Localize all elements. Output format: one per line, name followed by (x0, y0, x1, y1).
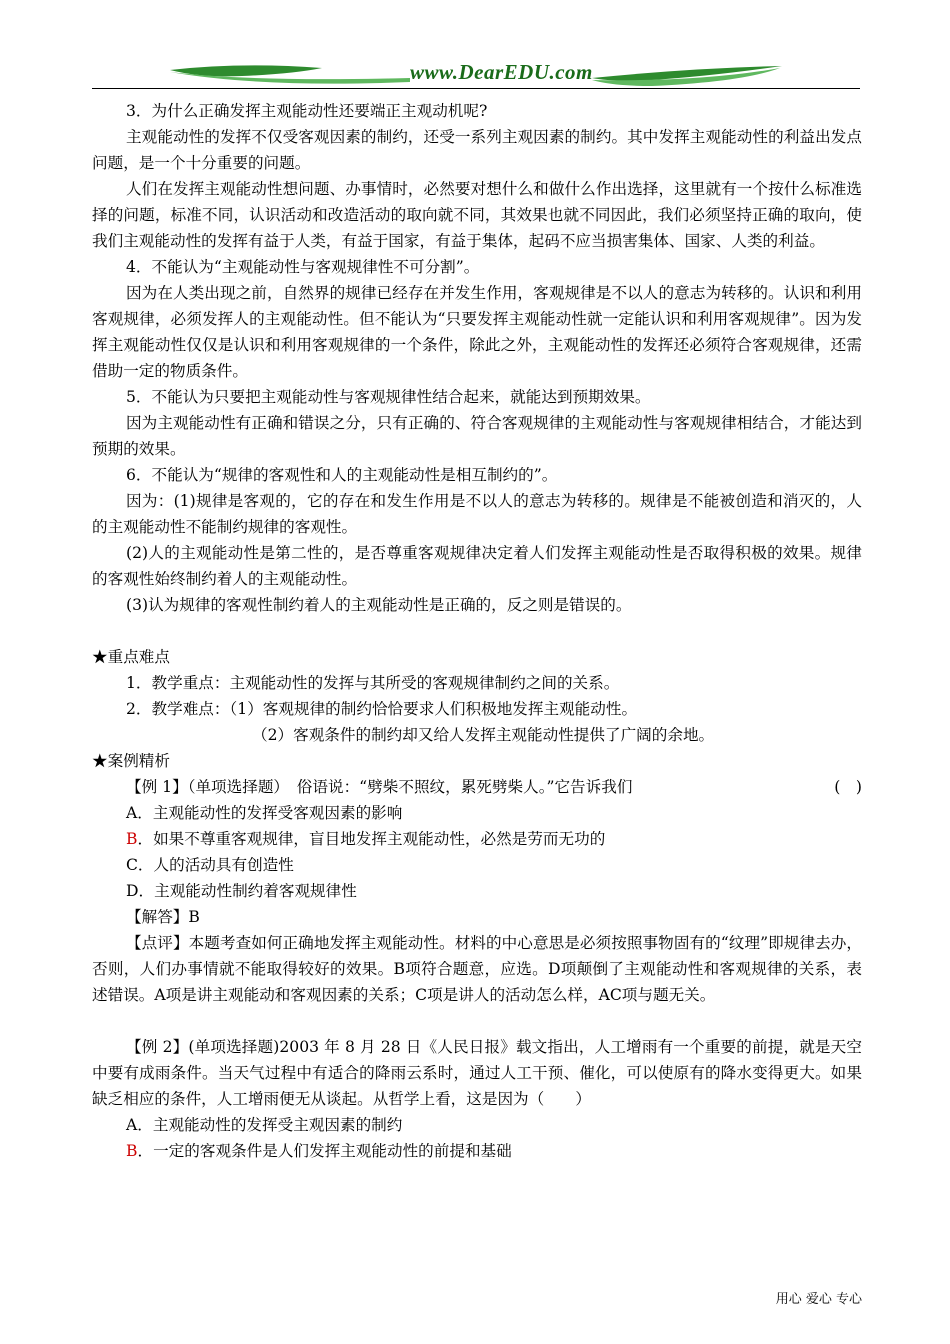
q6-title: 6．不能认为“规律的客观性和人的主观能动性是相互制约的”。 (126, 466, 558, 484)
option-b-letter: B (126, 1142, 138, 1160)
option-b-letter: B (126, 830, 138, 848)
q6-paragraph-3: (3)认为规律的客观性制约着人的主观能动性是正确的，反之则是错误的。 (126, 596, 632, 614)
example-2-option-b (92, 1138, 862, 1164)
example-1-question (92, 774, 862, 800)
key-point-1: 1．教学重点：主观能动性的发挥与其所受的客观规律制约之间的关系。 (126, 674, 620, 692)
spacer (92, 618, 862, 644)
site-logo[interactable]: www.DearEDU.com (410, 60, 593, 84)
q3-paragraph-2: 人们在发挥主观能动性想问题、办事情时，必然要对想什么和做什么作出选择，这里就有一个按什么标准选择的问题，标准不同，认识活动和改造活动的取向就不同，其效果也就不同因此，我们必须坚持正确的取向，使我们主观能动性的发挥有益于人类，有益于国家，有益于集体，起码不应当损害集体、国家、人类的利益。 (92, 180, 862, 250)
page-footer: 用心 爱心 专心 (775, 1292, 862, 1307)
example-1-option-d: D．主观能动性制约着客观规律性 (126, 882, 357, 900)
key-point-3: （2）客观条件的制约却又给人发挥主观能动性提供了广阔的余地。 (252, 726, 715, 744)
q3-title: 3．为什么正确发挥主观能动性还要端正主观动机呢? (126, 102, 488, 120)
example-1-option-c: C．人的活动具有创造性 (126, 856, 294, 874)
q3-paragraph-1: 主观能动性的发挥不仅受客观因素的制约，还受一系列主观因素的制约。其中发挥主观能动性的利益出发点问题，是一个十分重要的问题。 (92, 128, 862, 172)
example-1-option-b (92, 826, 862, 852)
example-1-answer: 【解答】B (126, 908, 200, 926)
header-divider (92, 88, 860, 89)
q4-paragraph-1: 因为在人类出现之前，自然界的规律已经存在并发生作用，客观规律是不以人的意志为转移的。认识和利用客观规律，必须发挥人的主观能动性。但不能认为“只要发挥主观能动性就一定能认识和利用客观规律”。因为发挥主观能动性仅仅是认识和利用客观规律的一个条件，除此之外，主观能动性的发挥还必须符合客观规律，还需借助一定的物质条件。 (92, 284, 862, 380)
q6-paragraph-1: 因为：(1)规律是客观的，它的存在和发生作用是不以人的意志为转移的。规律是不能被创造和消灭的，人的主观能动性不能制约规律的客观性。 (92, 492, 862, 536)
option-b-text: ．如果不尊重客观规律，盲目地发挥主观能动性，必然是劳而无功的 (137, 830, 606, 848)
q6-paragraph-2: (2)人的主观能动性是第二性的，是否尊重客观规律决定着人们发挥主观能动性是否取得积极的效果。规律的客观性始终制约着人的主观能动性。 (92, 544, 862, 588)
example-2-question: 【例 2】(单项选择题)2003 年 8 月 28 日《人民日报》载文指出，人工增雨有一个重要的前提，就是天空中要有成雨条件。当天气过程中有适合的降雨云系时，通过人工干预、催化，可以使原有的降水变得更大。如果缺乏相应的条件，人工增雨便无从谈起。从哲学上看，这是因为（ ） (92, 1038, 862, 1108)
site-header (92, 58, 860, 92)
q5-title: 5．不能认为只要把主观能动性与客观规律性结合起来，就能达到预期效果。 (126, 388, 651, 406)
example-1-option-a: A．主观能动性的发挥受客观因素的影响 (126, 804, 403, 822)
q4-title: 4．不能认为“主观能动性与客观规律性不可分割”。 (126, 258, 480, 276)
key-points-heading: ★重点难点 (92, 648, 170, 666)
option-b-text: ．一定的客观条件是人们发挥主观能动性的前提和基础 (137, 1142, 512, 1160)
q5-paragraph-1: 因为主观能动性有正确和错误之分，只有正确的、符合客观规律的主观能动性与客观规律相结合，才能达到预期的效果。 (92, 414, 862, 458)
case-analysis-heading: ★案例精析 (92, 752, 170, 770)
example-1-stem: 【例 1】（单项选择题） 俗语说：“劈柴不照纹，累死劈柴人。”它告诉我们 (126, 778, 633, 796)
document-body (92, 98, 862, 1164)
example-1-comment: 【点评】本题考查如何正确地发挥主观能动性。材料的中心意思是必须按照事物固有的“纹理”即规律去办，否则，人们办事情就不能取得较好的效果。B项符合题意，应选。D项颠倒了主观能动性和客观规律的关系，表述错误。A项是讲主观能动和客观因素的关系；C项是讲人的活动怎么样，AC项与题无关。 (92, 934, 862, 1004)
key-point-2: 2．教学难点：（1）客观规律的制约恰恰要求人们积极地发挥主观能动性。 (126, 700, 638, 718)
example-1-blank: ( ) (834, 778, 862, 796)
example-2-option-a: A．主观能动性的发挥受主观因素的制约 (126, 1116, 403, 1134)
spacer (92, 1008, 862, 1034)
